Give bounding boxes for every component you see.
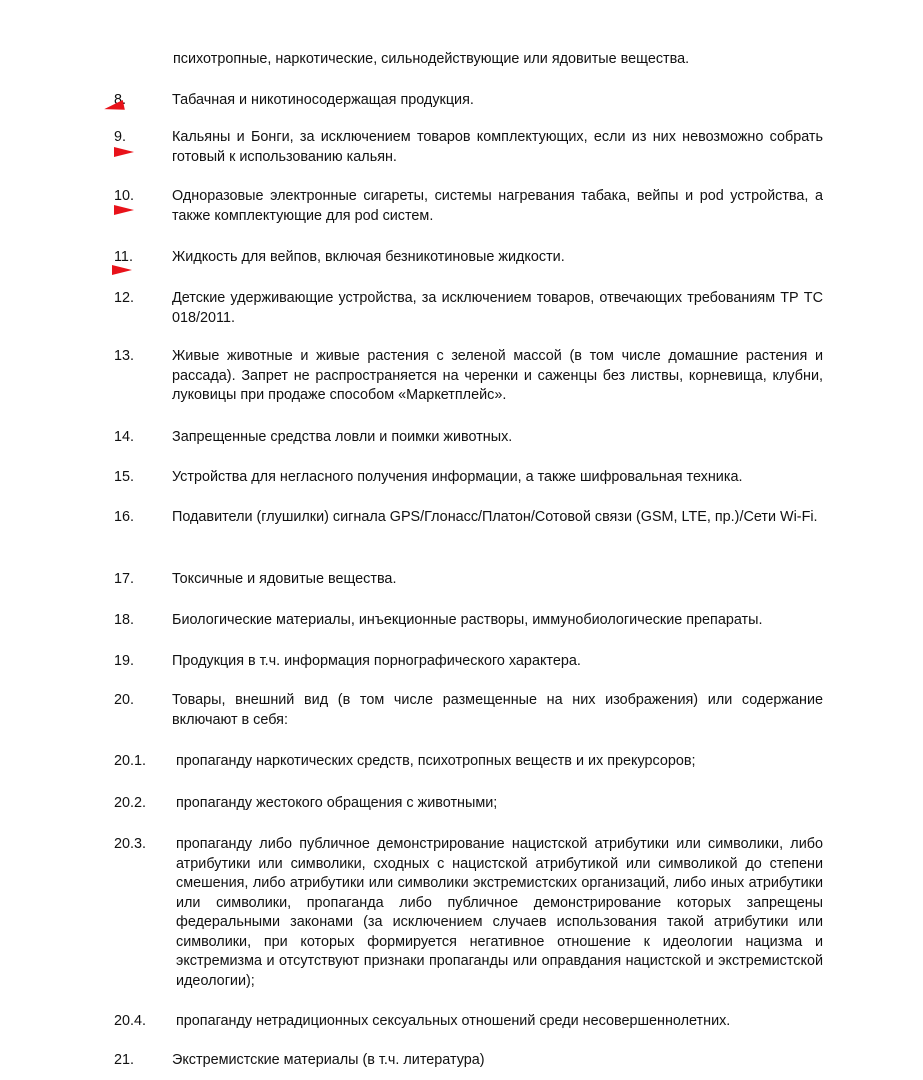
item-number: 15. — [114, 469, 135, 485]
red-flag-marker-icon — [112, 265, 132, 275]
item-text: Устройства для негласного получения информации, а также шифровальная техника. — [172, 469, 743, 485]
item-text: Жидкость для вейпов, включая безникотиновые жидкости. — [172, 249, 565, 265]
item-text: пропаганду наркотических средств, психотропных веществ и их прекурсоров; — [176, 753, 696, 769]
item-number: 18. — [114, 612, 135, 628]
item-number: 11. — [114, 249, 133, 265]
item-number: 20. — [114, 692, 135, 708]
item-text: Токсичные и ядовитые вещества. — [172, 571, 397, 587]
item-number: 20.1. — [114, 753, 147, 769]
item-number: 20.3. — [114, 836, 147, 852]
item-number: 20.4. — [114, 1013, 147, 1029]
item-text: Подавители (глушилки) сигнала GPS/Глонасс/Платон/Сотовой связи (GSM, LTE, пр.)/Сети Wi-Fi. — [172, 509, 818, 525]
item-text: Кальяны и Бонги, за исключением товаров комплектующих, если из них невозможно собрать готовый к использованию кальян. — [172, 129, 823, 165]
item-number: 21. — [114, 1052, 135, 1068]
item-text: Одноразовые электронные сигареты, системы нагревания табака, вейпы и pod устройства, а также комплектующие для pod систем. — [172, 188, 823, 224]
continuation-text: психотропные, наркотические, сильнодействующие или ядовитые вещества. — [173, 51, 690, 67]
item-number: 10. — [114, 188, 135, 204]
item-text: пропаганду либо публичное демонстрирование нацистской атрибутики или символики, либо атрибутики или символики, сходных с нацистской атрибутикой или символикой до степени смешения, либо атрибутики или символики экстремистских организаций, либо иных атрибутики или символики, пропаганда либо публичное демонстрирование которых запрещены федеральными законами (за исключением случаев использования такой атрибутики или символики, при которых формируется негативное отношение к идеологии нацизма и экстремизма и отсутствуют признаки пропаганды или оправдания нацистской и экстремистской идеологии); — [176, 836, 823, 989]
item-number: 8. — [114, 92, 127, 108]
item-text: Товары, внешний вид (в том числе размещенные на них изображения) или содержание включают в себя: — [172, 692, 823, 728]
item-text: Биологические материалы, инъекционные растворы, иммунобиологические препараты. — [172, 612, 763, 628]
red-flag-marker-icon — [114, 147, 134, 157]
item-number: 20.2. — [114, 795, 147, 811]
red-flag-marker-icon — [103, 100, 125, 114]
item-text: Детские удерживающие устройства, за исключением товаров, отвечающих требованиям ТР ТС 018/2011. — [172, 290, 823, 326]
item-text: Продукция в т.ч. информация порнографического характера. — [172, 653, 581, 669]
item-text: пропаганду жестокого обращения с животными; — [176, 795, 498, 811]
item-number: 13. — [114, 348, 135, 364]
item-number: 14. — [114, 429, 135, 445]
item-text: Запрещенные средства ловли и поимки животных. — [172, 429, 513, 445]
item-text: Экстремистские материалы (в т.ч. литература) — [172, 1052, 485, 1068]
item-text: Живые животные и живые растения с зеленой массой (в том числе домашние растения и рассада). Запрет не распространяется на черенки и саженцы без листвы, корневища, клубни, луковицы при продаже способом «Маркетплейс». — [172, 348, 823, 403]
item-number: 9. — [114, 129, 127, 145]
item-number: 19. — [114, 653, 135, 669]
item-text: Табачная и никотиносодержащая продукция. — [172, 92, 474, 108]
item-text: пропаганду нетрадиционных сексуальных отношений среди несовершеннолетних. — [176, 1013, 731, 1029]
item-number: 12. — [114, 290, 135, 306]
item-number: 16. — [114, 509, 135, 525]
red-flag-marker-icon — [114, 205, 134, 215]
item-number: 17. — [114, 571, 135, 587]
